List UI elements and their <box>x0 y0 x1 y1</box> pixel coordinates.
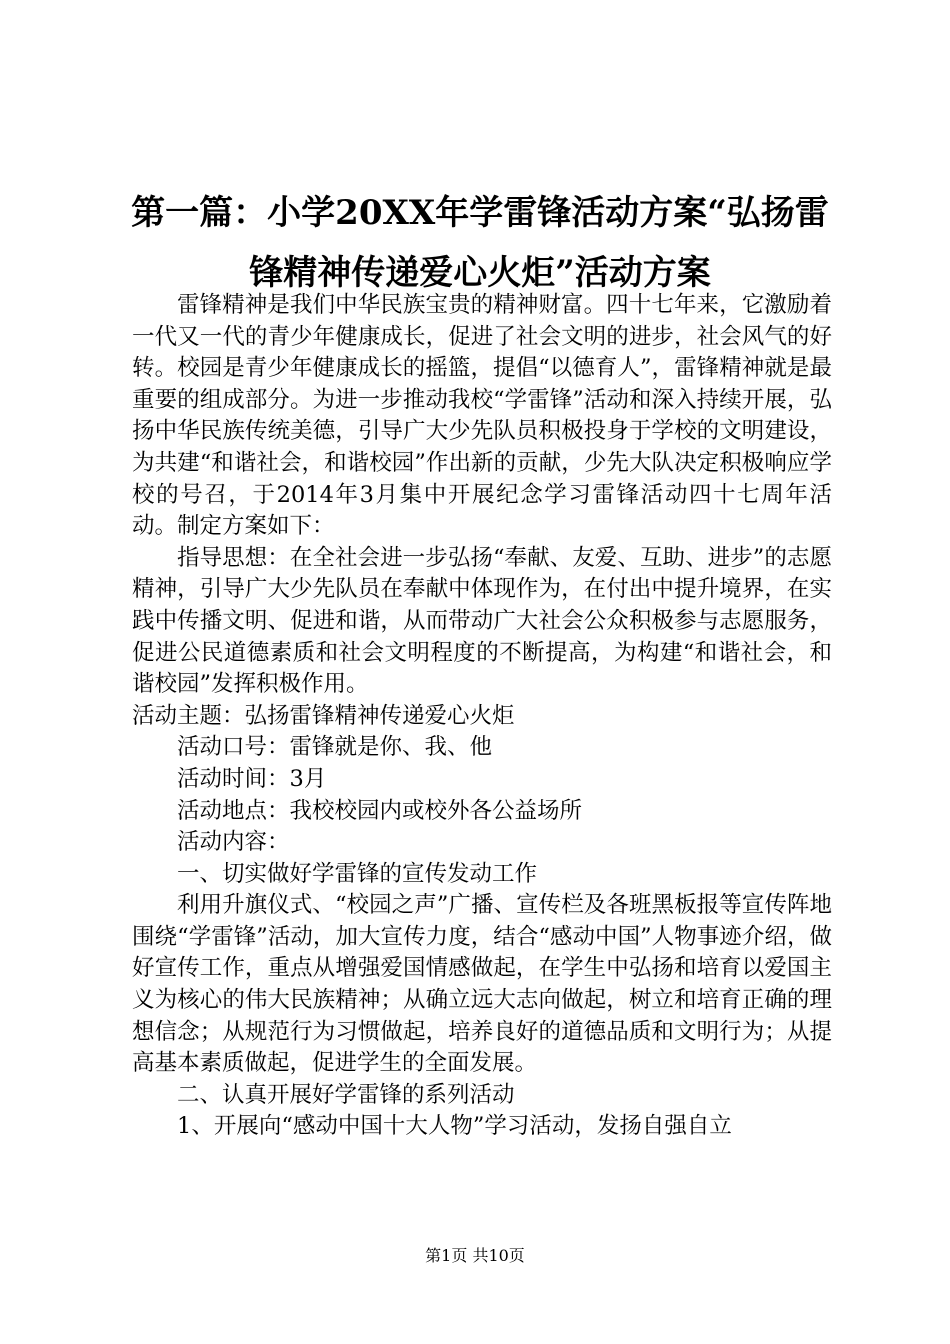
paragraph-activity-time: 活动时间：3月 <box>177 765 327 792</box>
section-heading-2: 二、认真开展好学雷锋的系列活动 <box>177 1081 515 1108</box>
page-footer: 第1页 共10页 <box>425 1246 525 1265</box>
section-heading-1: 一、切实做好学雷锋的宣传发动工作 <box>177 860 538 887</box>
document-body <box>132 290 832 1143</box>
paragraph-activity-slogan: 活动口号：雷锋就是你、我、他 <box>177 734 493 761</box>
paragraph-publicity: 利用升旗仪式、“校园之声”广播、宣传栏及各班黑板报等宣传阵地围绕“学雷锋”活动，加大宣传力度，结合“感动中国”人物事迹介绍，做好宣传工作，重点从增强爱国情感做起，在学生中弘扬和培育以爱国主义为核心的伟大民族精神；从确立远大志向做起，树立和培育正确的理想信念；从规范行为习惯做起，培养良好的道德品质和文明行为；从提高基本素质做起，促进学生的全面发展。 <box>132 892 832 1077</box>
paragraph-activity-theme: 活动主题：弘扬雷锋精神传递爱心火炬 <box>132 702 515 729</box>
paragraph-activity-content: 活动内容： <box>177 829 290 856</box>
document-title: 第一篇：小学20XX年学雷锋活动方案“弘扬雷锋精神传递爱心火炬”活动方案 <box>131 193 829 293</box>
paragraph-intro: 雷锋精神是我们中华民族宝贵的精神财富。四十七年来，它激励着一代又一代的青少年健康成长，促进了社会文明的进步，社会风气的好转。校园是青少年健康成长的摇篮，提倡“以德育人”，雷锋精神就是最重要的组成部分。为进一步推动我校“学雷锋”活动和深入持续开展，弘扬中华民族传统美德，引导广大少先队员积极投身于学校的文明建设，为共建“和谐社会，和谐校园”作出新的贡献，少先大队决定积极响应学校的号召，于2014年3月集中开展纪念学习雷锋活动四十七周年活动。制定方案如下： <box>132 292 832 540</box>
paragraph-guiding-thought: 指导思想：在全社会进一步弘扬“奉献、友爱、互助、进步”的志愿精神，引导广大少先队员在奉献中体现作为，在付出中提升境界，在实践中传播文明、促进和谐，从而带动广大社会公众积极参与志愿服务，促进公民道德素质和社会文明程度的不断提高，为构建“和谐社会，和谐校园”发挥积极作用。 <box>132 544 832 698</box>
paragraph-activity-location: 活动地点：我校校园内或校外各公益场所 <box>177 797 583 824</box>
list-item-1: 1、开展向“感动中国十大人物”学习活动，发扬自强自立 <box>177 1113 732 1140</box>
